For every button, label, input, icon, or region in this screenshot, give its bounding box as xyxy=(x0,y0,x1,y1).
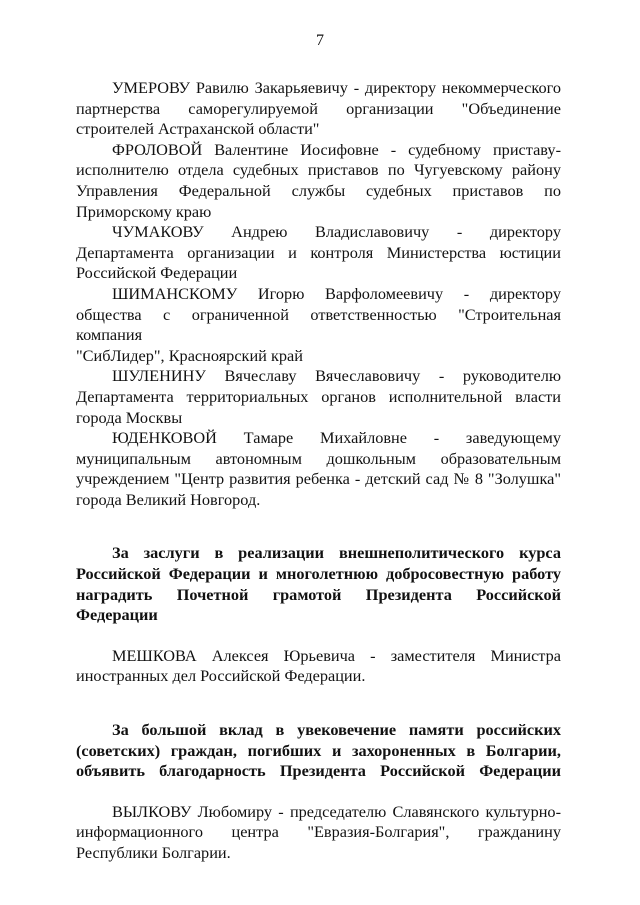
heading-line: За большой вклад в увековечение памяти российских xyxy=(112,720,561,740)
award-entry-vylkov xyxy=(76,802,561,864)
award-entry-meshkov xyxy=(76,646,561,687)
entry-line: МЕШКОВА Алексея Юрьевича - заместителя Министра xyxy=(112,645,561,665)
entry-line: исполнителю отдела судебных приставов по Чугуевскому району xyxy=(76,160,561,180)
entry-line: Департамента территориальных органов исполнительной власти xyxy=(76,386,561,406)
document-body xyxy=(76,78,561,864)
award-heading-gratitude xyxy=(76,720,561,782)
heading-line: За заслуги в реализации внешнеполитического курса xyxy=(112,543,561,563)
heading-line: объявить благодарность Президента Российской Федерации xyxy=(76,761,561,781)
entry-line: Приморскому краю xyxy=(76,201,212,221)
award-entry-frolova xyxy=(76,140,561,222)
entry-line: ЮДЕНКОВОЙ Тамаре Михайловне - заведующему xyxy=(112,428,561,448)
entry-line: Департамента организации и контроля Министерства юстиции xyxy=(76,242,561,262)
entry-line: строителей Астраханской области" xyxy=(76,119,320,139)
entry-line: УМЕРОВУ Равилю Закарьяевичу - директору некоммерческого xyxy=(112,78,561,97)
award-entry-shulenin xyxy=(76,366,561,428)
award-heading-certificate xyxy=(76,543,561,625)
heading-line: (советских) граждан, погибших и захороненных в Болгарии, xyxy=(76,740,561,760)
entry-line: Российской Федерации xyxy=(76,263,238,283)
heading-line: наградить Почетной грамотой Президента Российской Федерации xyxy=(76,584,561,625)
page-number: 7 xyxy=(316,32,324,49)
entry-line: иностранных дел Российской Федерации. xyxy=(76,666,366,686)
entry-line: общества с ограниченной ответственностью "Строительная компания xyxy=(76,304,561,345)
entry-line: ВЫЛКОВУ Любомиру - председателю Славянского культурно- xyxy=(112,801,561,821)
entry-line: ШИМАНСКОМУ Игорю Варфоломеевичу - директору xyxy=(112,283,561,303)
award-entry-shimansky xyxy=(76,284,561,366)
entry-line: учреждением "Центр развития ребенка - детский сад № 8 "Золушка" xyxy=(76,469,561,489)
entry-line: Республики Болгарии. xyxy=(76,843,231,862)
award-entry-yudenkova xyxy=(76,428,561,510)
entry-line: "СибЛидер", Красноярский край xyxy=(76,345,303,365)
entry-line: партнерства саморегулируемой организации "Объединение xyxy=(76,98,561,118)
award-entry-umerov xyxy=(76,78,561,140)
entry-line: информационного центра "Евразия-Болгария", гражданину xyxy=(76,822,561,842)
entry-line: ЧУМАКОВУ Андрею Владиславовичу - директору xyxy=(112,222,561,242)
entry-line: муниципальным автономным дошкольным образовательным xyxy=(76,448,561,468)
heading-line: Российской Федерации и многолетнюю добросовестную работу xyxy=(76,564,561,584)
entry-line: Управления Федеральной службы судебных приставов по xyxy=(76,180,561,200)
entry-line: ФРОЛОВОЙ Валентине Иосифовне - судебному приставу- xyxy=(112,139,561,159)
award-entry-chumakov xyxy=(76,222,561,284)
entry-line: города Великий Новгород. xyxy=(76,489,261,509)
entry-line: ШУЛЕНИНУ Вячеславу Вячеславовичу - руководителю xyxy=(112,366,561,386)
entry-line: города Москвы xyxy=(76,407,183,427)
